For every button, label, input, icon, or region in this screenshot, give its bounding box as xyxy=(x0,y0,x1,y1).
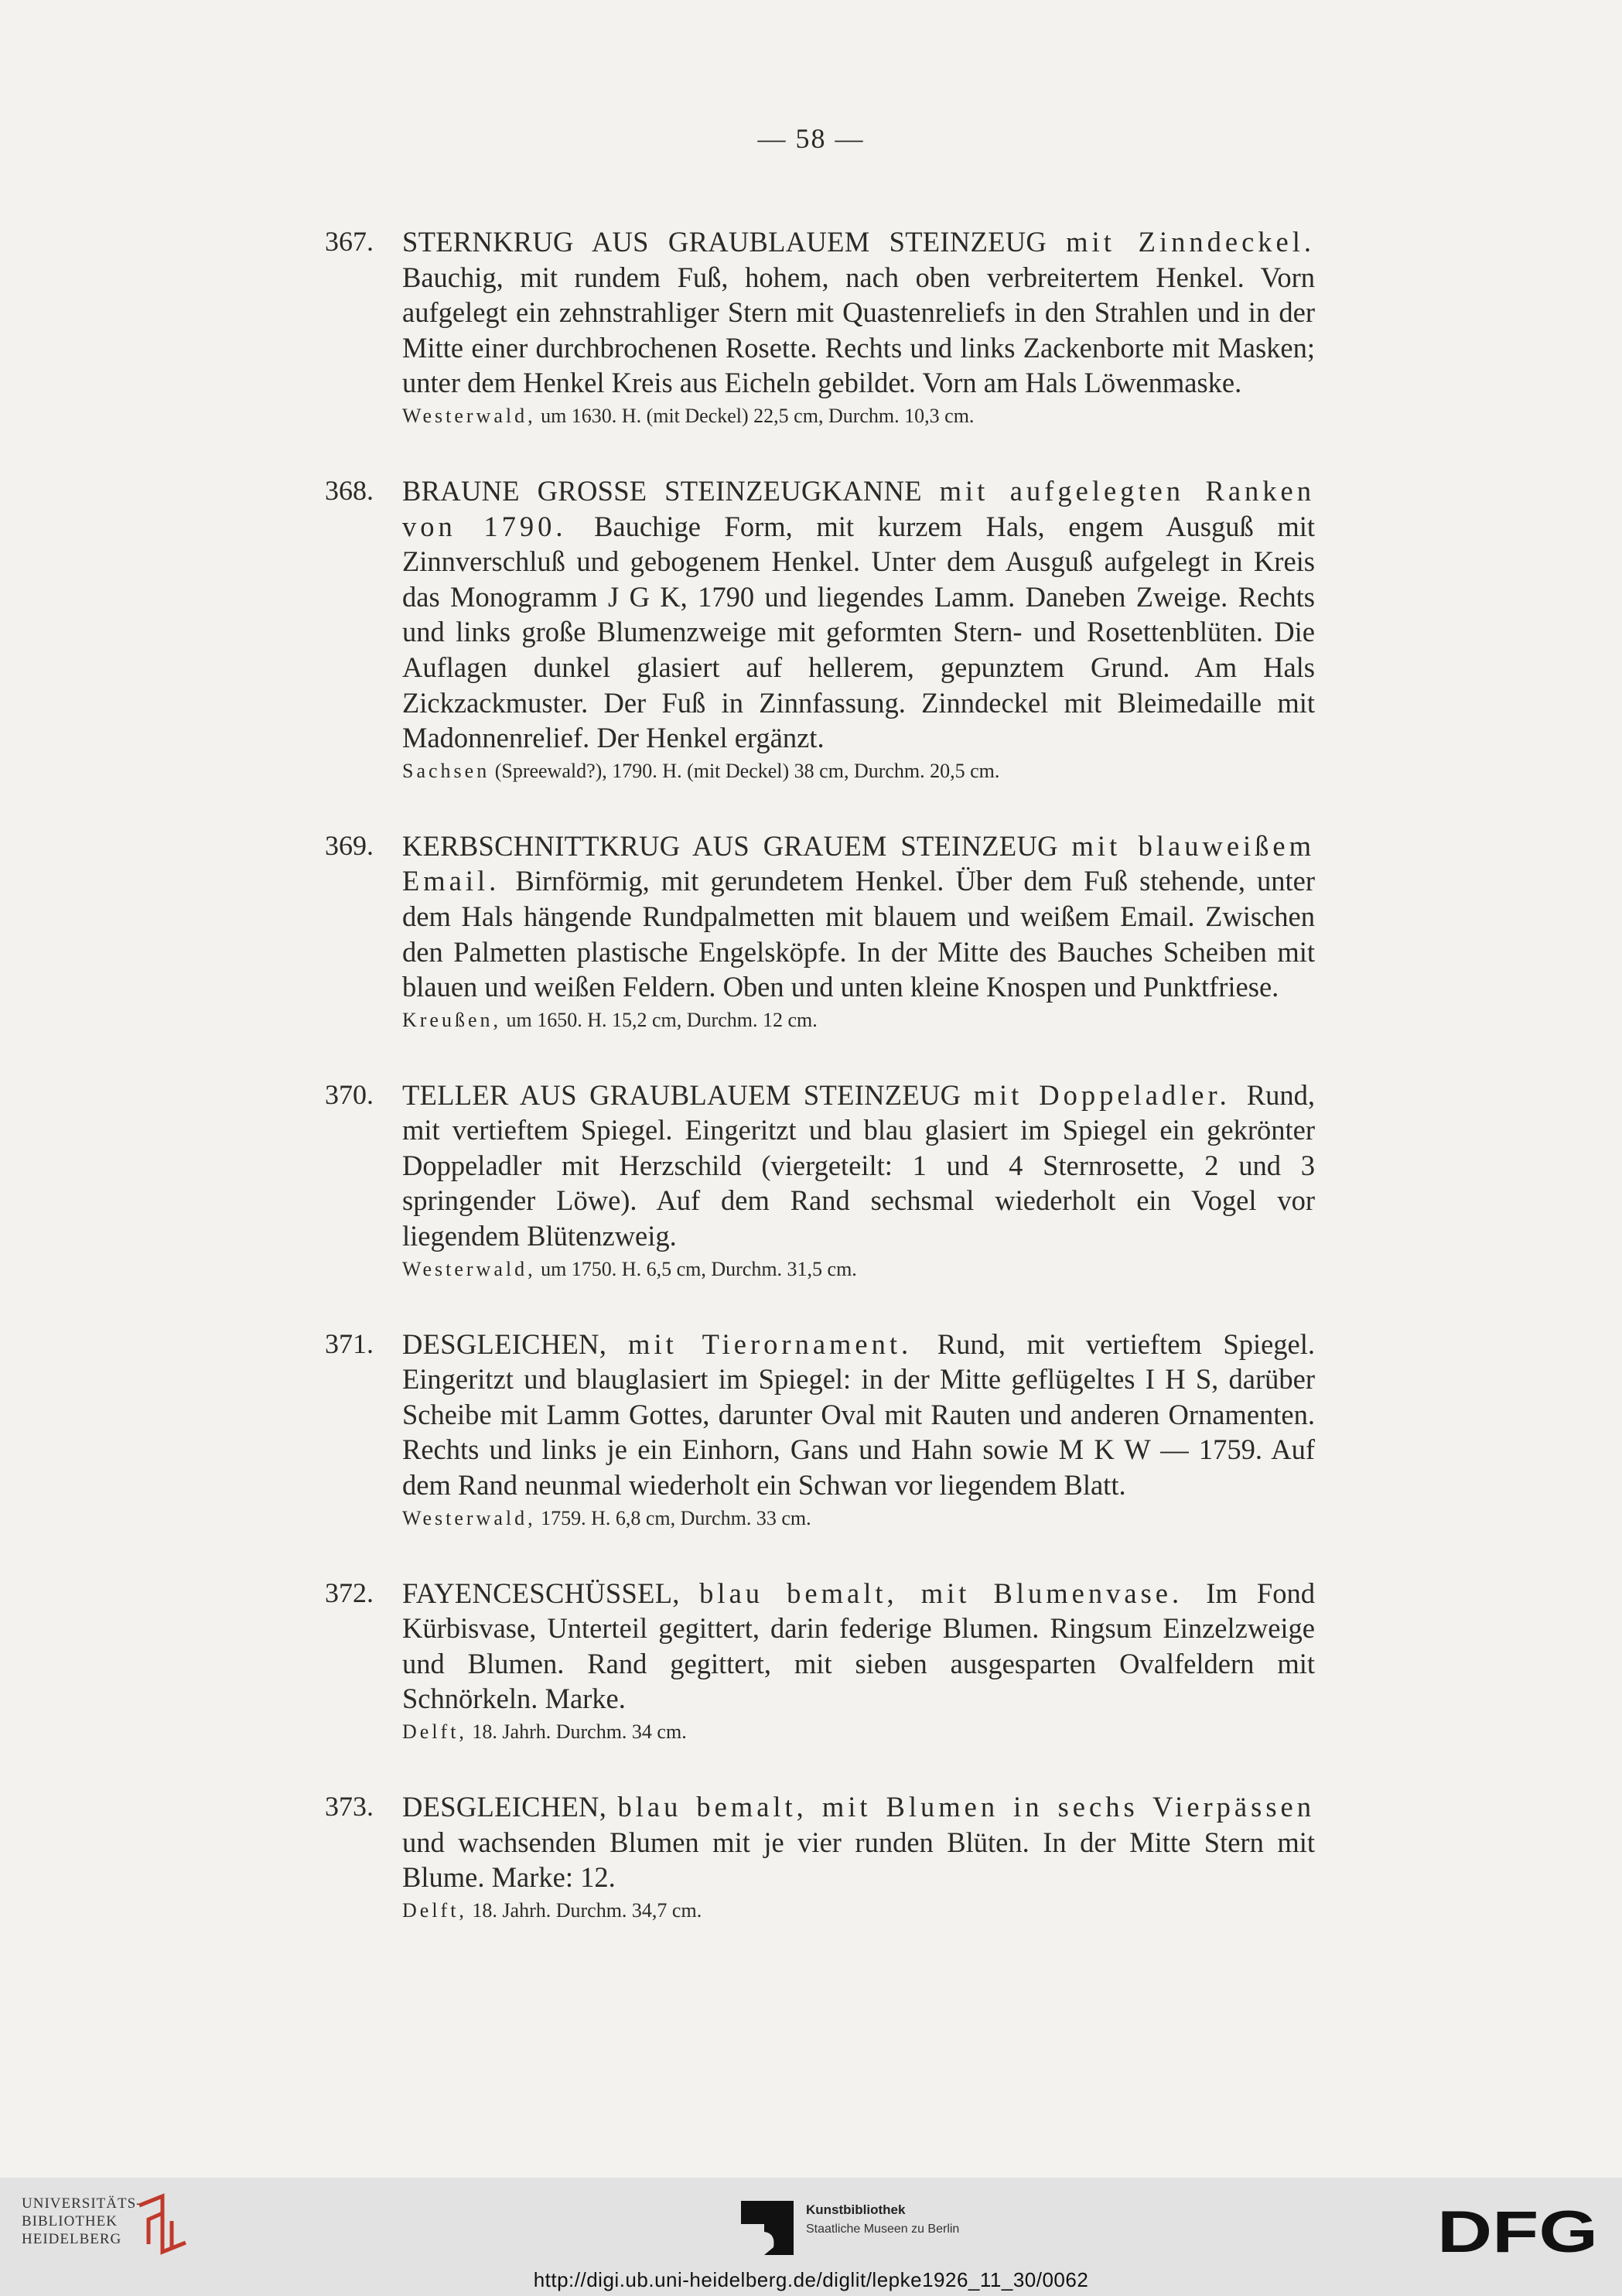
entry-provenance xyxy=(402,1895,1323,1926)
entry-details: um 1650. H. 15,2 cm, Durchm. 12 cm. xyxy=(506,1008,818,1031)
entry-title: STERNKRUG AUS GRAUBLAUEM STEINZEUG xyxy=(402,226,1067,258)
catalog-entry xyxy=(325,1576,1323,1748)
entry-description xyxy=(402,1078,1315,1254)
entry-subtitle: mit blauweißem Email. xyxy=(402,829,1315,897)
entry-provenance xyxy=(402,756,1323,787)
entry-title: KERBSCHNITTKRUG AUS GRAUEM STEINZEUG xyxy=(402,829,1072,862)
entry-place: Delft, xyxy=(402,1720,467,1743)
entry-description xyxy=(402,829,1315,1005)
catalog-entry xyxy=(325,1078,1323,1285)
kunstbibliothek-subtitle: Staatliche Museen zu Berlin xyxy=(806,2223,960,2236)
ub-heidelberg-logo[interactable] xyxy=(22,2195,145,2248)
entry-number: 369. xyxy=(325,829,374,861)
permalink-url[interactable]: http://digi.ub.uni-heidelberg.de/diglit/lepke1926_11_30/0062 xyxy=(533,2268,1089,2291)
catalog-entry xyxy=(325,224,1323,432)
entry-subtitle: mit Zinndeckel. xyxy=(1066,226,1315,258)
ub-logo-line: HEIDELBERG xyxy=(22,2231,122,2247)
ub-logo-line: UNIVERSITÄTS- xyxy=(22,2195,142,2212)
entry-number: 367. xyxy=(325,226,374,257)
catalog-entry xyxy=(325,1327,1323,1534)
entry-place: Westerwald, xyxy=(402,1506,536,1529)
entry-place: Sachsen xyxy=(402,759,490,782)
entry-place: Westerwald, xyxy=(402,404,536,427)
entry-description xyxy=(402,473,1315,756)
page-number: — 58 — xyxy=(757,123,865,154)
entry-number: 371. xyxy=(325,1327,374,1359)
catalog-entry xyxy=(325,473,1323,787)
dfg-logo[interactable] xyxy=(1437,2207,1600,2255)
entry-subtitle: mit aufgelegten Ranken von 1790. xyxy=(402,474,1315,542)
entry-number: 372. xyxy=(325,1577,374,1608)
ub-logo-line: BIBLIOTHEK xyxy=(22,2213,118,2229)
catalog-entry xyxy=(325,1789,1323,1926)
entry-description xyxy=(402,1789,1315,1895)
entry-title: FAYENCESCHÜSSEL, xyxy=(402,1577,700,1609)
catalog-entry xyxy=(325,829,1323,1036)
catalog-entries xyxy=(325,224,1323,1968)
entry-provenance xyxy=(402,1503,1323,1534)
entry-details: 18. Jahrh. Durchm. 34,7 cm. xyxy=(472,1898,702,1922)
entry-number: 373. xyxy=(325,1791,374,1822)
entry-subtitle: mit Tierornament. xyxy=(628,1327,937,1360)
entry-details: 18. Jahrh. Durchm. 34 cm. xyxy=(472,1720,687,1743)
entry-text: Rund, mit vertieftem Spiegel. Eingeritzt und blau glasiert im Spiegel ein gekrönter Doppeladler mit Herzschild (viergeteilt: 1 und 4 Sternrosette, 2 und 3 springender Löwe). Auf dem Rand sechsmal wiederholt ein Vogel vor liegendem Blütenzweig. xyxy=(402,1078,1315,1252)
entry-subtitle: blau bemalt, mit Blumen in sechs Vierpässen xyxy=(617,1791,1315,1823)
entry-description xyxy=(402,1327,1315,1503)
entry-provenance xyxy=(402,1254,1323,1285)
entry-details: (Spreewald?), 1790. H. (mit Deckel) 38 cm, Durchm. 20,5 cm. xyxy=(494,759,1000,782)
entry-title: TELLER AUS GRAUBLAUEM STEINZEUG xyxy=(402,1078,974,1111)
entry-details: um 1750. H. 6,5 cm, Durchm. 31,5 cm. xyxy=(541,1257,857,1280)
entry-title: DESGLEICHEN, xyxy=(402,1791,618,1823)
dfg-logo-text: DFG xyxy=(1437,2207,1598,2255)
entry-description xyxy=(402,1576,1315,1717)
entry-subtitle: mit Doppeladler. xyxy=(973,1078,1247,1111)
entry-provenance xyxy=(402,1005,1323,1036)
kunstbibliothek-logo-icon[interactable] xyxy=(741,2201,794,2255)
entry-text: und wachsenden Blumen mit je vier runden Blüten. In der Mitte Stern mit Blume. Marke: 12. xyxy=(402,1826,1315,1894)
entry-place: Kreußen, xyxy=(402,1008,502,1031)
entry-place: Westerwald, xyxy=(402,1257,536,1280)
entry-details: um 1630. H. (mit Deckel) 22,5 cm, Durchm. 10,3 cm. xyxy=(541,404,975,427)
entry-text: Birnförmig, mit gerundetem Henkel. Über dem Fuß stehende, unter dem Hals hängende Rundpalmetten mit blauem und weißem Email. Zwischen den Palmetten plastische Engelsköpfe. In der Mitte des Bauches Scheiben mit blauen und weißen Feldern. Oben und unten kleine Knospen und Punktfriese. xyxy=(402,865,1315,1003)
entry-title: BRAUNE GROSSE STEINZEUGKANNE xyxy=(402,474,940,507)
entry-text: Bauchige Form, mit kurzem Hals, engem Ausguß mit Zinnverschluß und gebogenem Henkel. Unter dem Ausguß aufgelegt in Kreis das Monogramm J G K, 1790 und liegendes Lamm. Daneben Zweige. Rechts und links große Blumenzweige mit geformten Stern- und Rosettenblüten. Die Auflagen dunkel glasiert auf hellerem, gepunztem Grund. Am Hals Zickzackmuster. Der Fuß in Zinnfassung. Zinndeckel mit Bleimedaille mit Madonnenrelief. Der Henkel ergänzt. xyxy=(402,510,1315,754)
entry-number: 368. xyxy=(325,474,374,506)
entry-description xyxy=(402,224,1315,401)
entry-number: 370. xyxy=(325,1078,374,1110)
entry-subtitle: blau bemalt, mit Blumenvase. xyxy=(699,1577,1207,1609)
entry-text: Bauchig, mit rundem Fuß, hohem, nach oben verbreitertem Henkel. Vorn aufgelegt ein zehnstrahliger Stern mit Quastenreliefs in den Strahlen und in der Mitte einer durchbrochenen Rosette. Rechts und links Zackenborte mit Masken; unter dem Henkel Kreis aus Eicheln gebildet. Vorn am Hals Löwenmaske. xyxy=(402,261,1315,399)
entry-details: 1759. H. 6,8 cm, Durchm. 33 cm. xyxy=(541,1506,811,1529)
entry-place: Delft, xyxy=(402,1898,467,1922)
entry-text: Rund, mit vertieftem Spiegel. Eingeritzt und blauglasiert im Spiegel: in der Mitte geflügeltes I H S, darüber Scheibe mit Lamm Gottes, darunter Oval mit Rauten und anderen Ornamenten. Rechts und links je ein Einhorn, Gans und Hahn sowie M K W — 1759. Auf dem Rand neunmal wiederholt ein Schwan vor liegendem Blatt. xyxy=(402,1327,1315,1502)
kunstbibliothek-title: Kunstbibliothek xyxy=(806,2202,906,2217)
entry-provenance xyxy=(402,401,1323,432)
entry-text: Im Fond Kürbisvase, Unterteil gegittert, darin federige Blumen. Ringsum Einzelzweige und Blumen. Rand gegittert, mit sieben ausgesparten Ovalfeldern mit Schnörkeln. Marke. xyxy=(402,1577,1315,1715)
ub-logo-mark-icon xyxy=(131,2190,193,2260)
entry-provenance xyxy=(402,1717,1323,1748)
entry-title: DESGLEICHEN, xyxy=(402,1327,629,1360)
viewer-footer xyxy=(0,2178,1622,2296)
